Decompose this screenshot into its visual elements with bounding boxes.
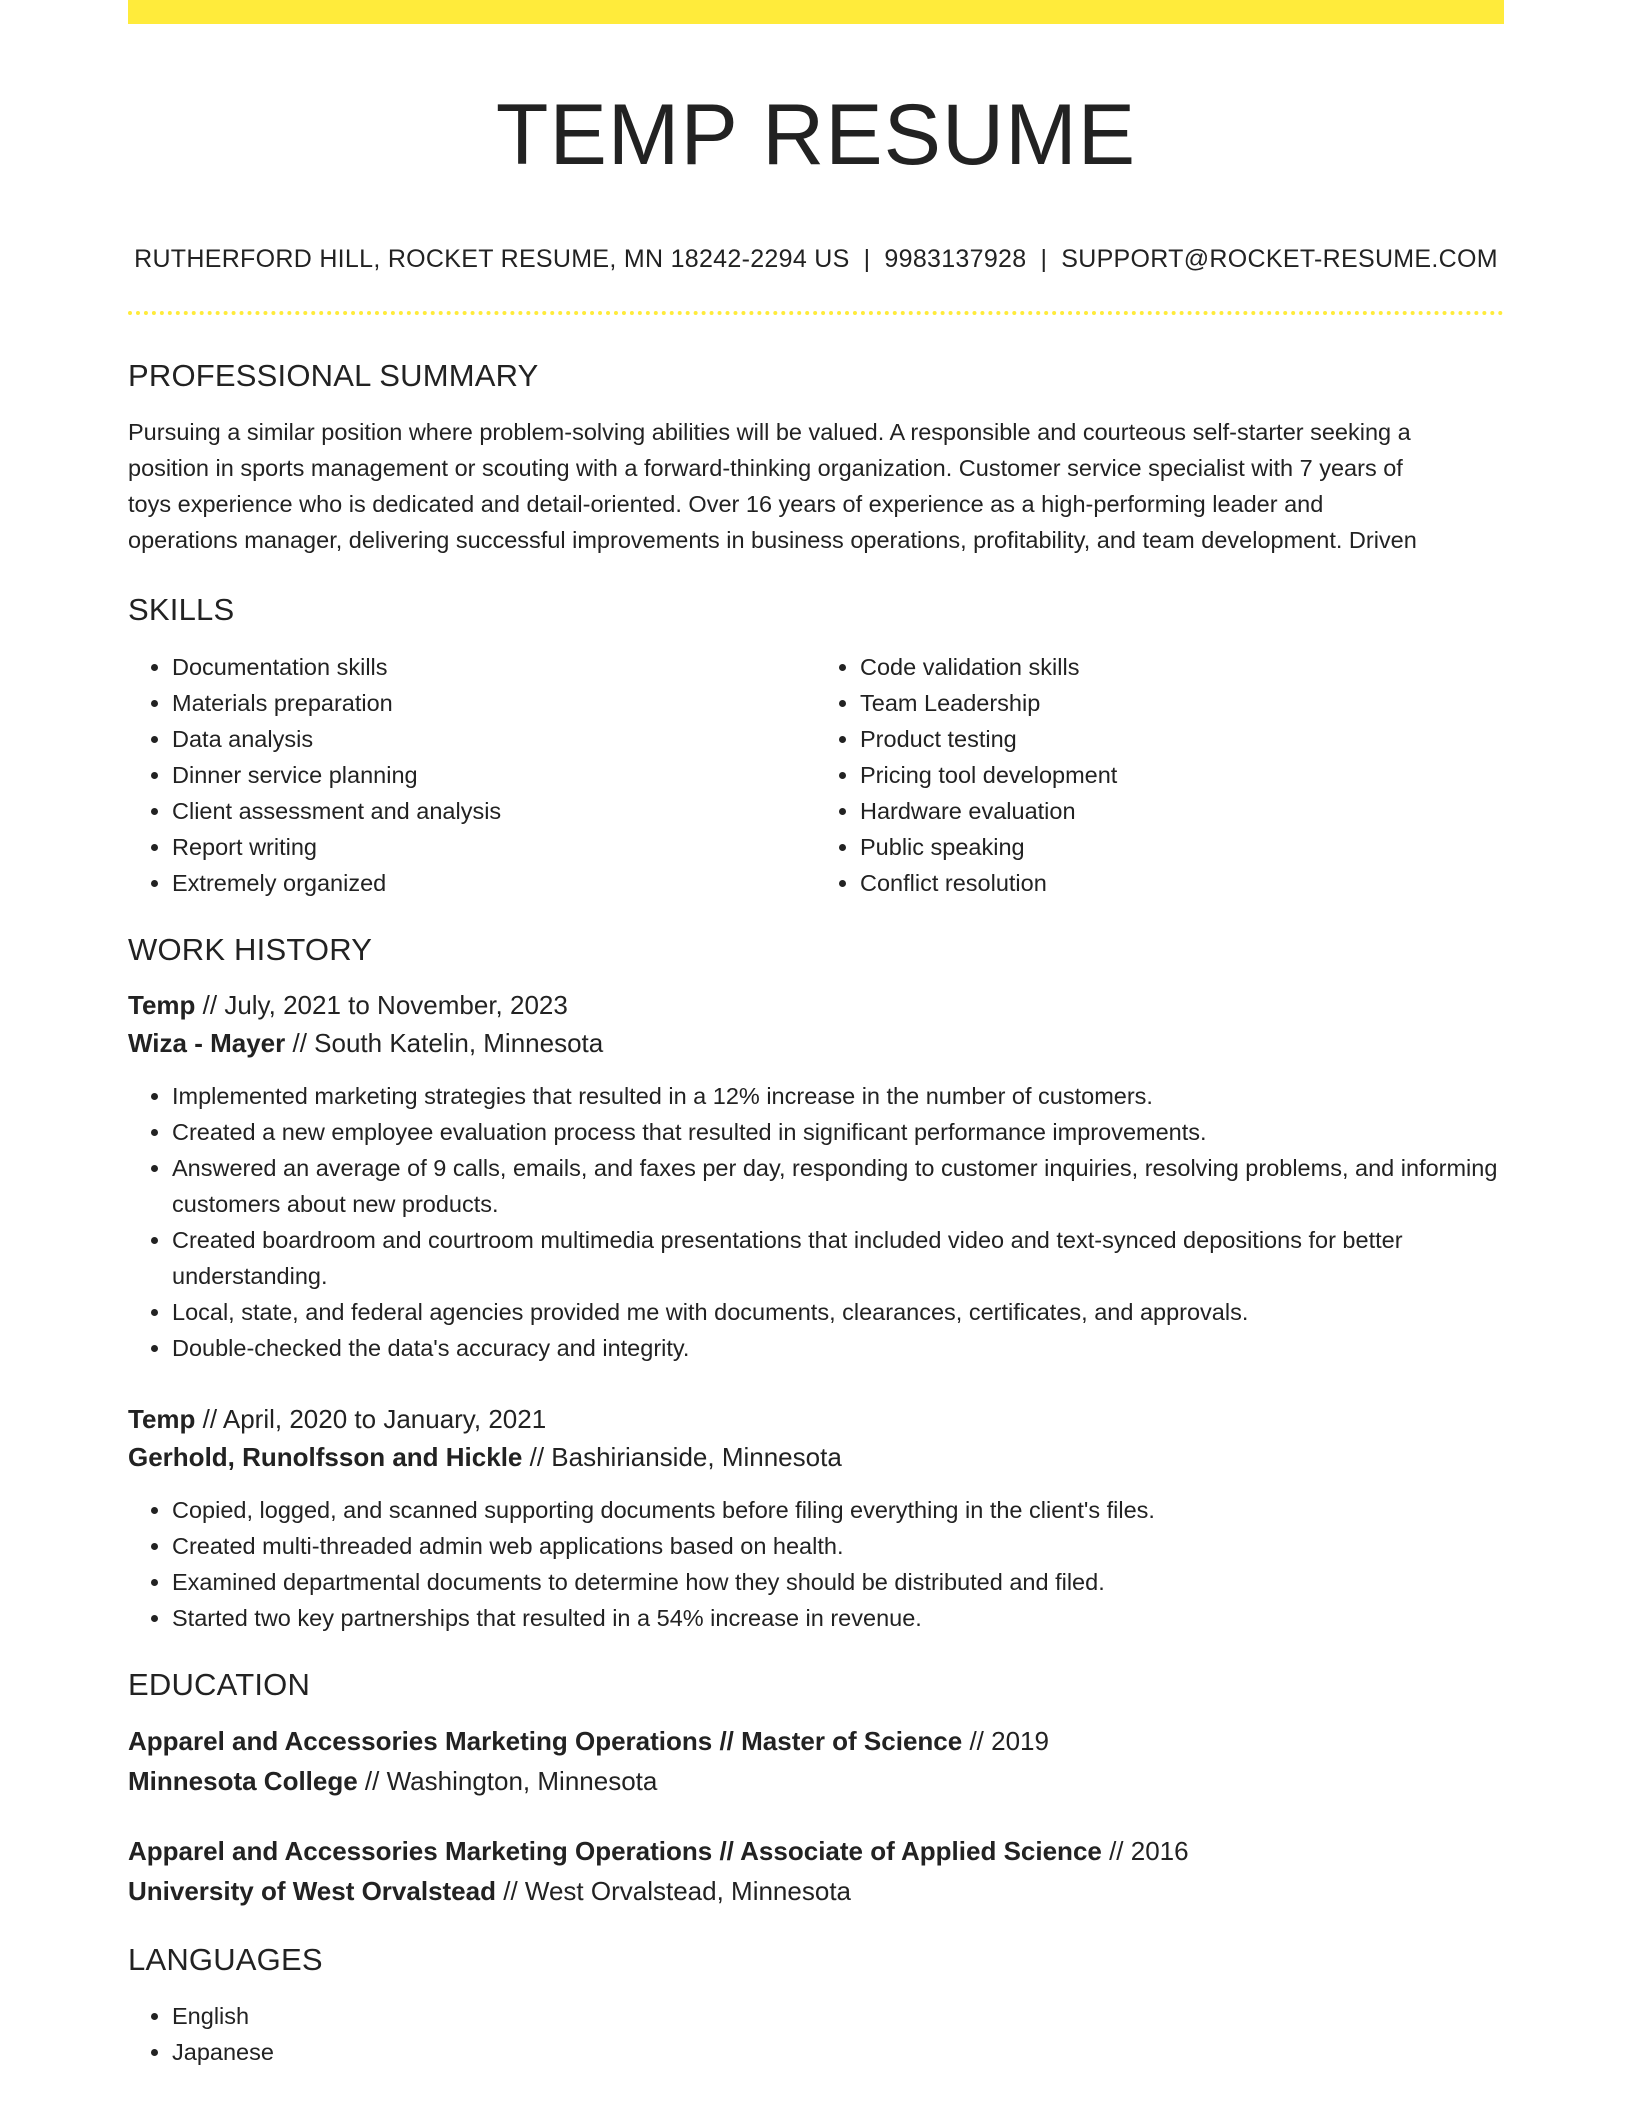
education-school-line [128,1761,1504,1801]
education-school: University of West Orvalstead [128,1875,496,1906]
language-item: • Japanese [172,2034,1504,2070]
education-location: // Washington, Minnesota [357,1765,658,1796]
skill-item: • Conflict resolution [860,865,1504,901]
education-degree-line [128,1721,1504,1761]
skills-list [128,649,1504,901]
summary-line: position in sports management or scouting with a forward-thinking organization. Customer service specialist with 7 years of [128,455,1403,482]
skills-title: SKILLS [128,592,235,628]
education-degree: Apparel and Accessories Marketing Operations // Master of Science [128,1725,963,1756]
job-role: Temp [128,1403,196,1434]
job-entry [128,986,1504,1366]
skills-right-column [816,649,1504,901]
languages-title: LANGUAGES [128,1941,323,1977]
summary-line: operations manager, delivering successful improvements in business operations, profitability, and team development. Driven [128,527,1417,554]
contact-line [128,245,1504,274]
job-role: Temp [128,989,196,1020]
job-company-line [128,1024,1504,1062]
contact-email: SUPPORT@ROCKET-RESUME.COM [1061,245,1498,274]
summary-line: toys experience who is dedicated and detail-oriented. Over 16 years of experience as a high-performing leader and [128,491,1324,518]
job-bullet: • Created a new employee evaluation process that resulted in significant performance improvements. [172,1114,1504,1150]
job-dates: // April, 2020 to January, 2021 [195,1403,547,1434]
skill-item: • Materials preparation [172,685,816,721]
job-bullet: • Answered an average of 9 calls, emails, and faxes per day, responding to customer inquiries, resolving problems, and informing customers about new products. [172,1150,1504,1222]
education-degree: Apparel and Accessories Marketing Operations // Associate of Applied Science [128,1835,1102,1866]
job-location: // Bashirianside, Minnesota [522,1441,842,1472]
languages-list [128,1998,1504,2070]
education-school-line [128,1871,1504,1911]
job-bullets [128,1492,1504,1636]
skill-item: • Client assessment and analysis [172,793,816,829]
summary-text [128,414,1504,558]
skill-item: • Documentation skills [172,649,816,685]
skill-item: • Hardware evaluation [860,793,1504,829]
job-dates: // July, 2021 to November, 2023 [195,989,568,1020]
skill-item: • Pricing tool development [860,757,1504,793]
resume-name: TEMP RESUME [495,87,1137,183]
skill-item: • Data analysis [172,721,816,757]
education-title: EDUCATION [128,1666,311,1702]
contact-phone: 9983137928 [884,245,1027,274]
education-entry [128,1721,1504,1801]
job-bullet: • Created multi-threaded admin web applications based on health. [172,1528,1504,1564]
job-location: // South Katelin, Minnesota [285,1027,604,1058]
job-bullets [128,1078,1504,1366]
language-item: • English [172,1998,1504,2034]
job-company: Wiza - Mayer [128,1027,286,1058]
education-degree-line [128,1831,1504,1871]
skill-item: • Team Leadership [860,685,1504,721]
work-history-title: WORK HISTORY [128,931,373,967]
job-entry [128,1400,1504,1636]
skill-item: • Product testing [860,721,1504,757]
contact-address: RUTHERFORD HILL, ROCKET RESUME, MN 18242-2294 US [134,245,850,274]
skills-left-column [128,649,816,901]
skill-item: • Code validation skills [860,649,1504,685]
resume-page [128,0,1504,2070]
job-bullet: • Started two key partnerships that resulted in a 54% increase in revenue. [172,1600,1504,1636]
education-year: // 2019 [962,1725,1049,1756]
summary-title: PROFESSIONAL SUMMARY [128,358,539,394]
job-bullet: • Double-checked the data's accuracy and integrity. [172,1330,1504,1366]
education-year: // 2016 [1101,1835,1189,1866]
education-entry [128,1831,1504,1911]
job-title-line [128,1400,1504,1438]
skill-item: • Extremely organized [172,865,816,901]
dotted-divider [128,311,1504,315]
job-bullet: • Copied, logged, and scanned supporting documents before filing everything in the client's files. [172,1492,1504,1528]
contact-separator: | [863,245,871,274]
job-title-line [128,986,1504,1024]
job-bullet: • Implemented marketing strategies that resulted in a 12% increase in the number of customers. [172,1078,1504,1114]
summary-line: Pursuing a similar position where problem-solving abilities will be valued. A responsible and courteous self-starter seeking a [128,419,1411,446]
skill-item: • Report writing [172,829,816,865]
education-school: Minnesota College [128,1765,358,1796]
job-company: Gerhold, Runolfsson and Hickle [128,1441,523,1472]
contact-separator: | [1040,245,1048,274]
job-bullet: • Examined departmental documents to determine how they should be distributed and filed. [172,1564,1504,1600]
job-bullet: • Local, state, and federal agencies provided me with documents, clearances, certificates, and approvals. [172,1294,1504,1330]
skill-item: • Dinner service planning [172,757,816,793]
top-accent-bar [128,0,1504,24]
skill-item: • Public speaking [860,829,1504,865]
job-bullet: • Created boardroom and courtroom multimedia presentations that included video and text-synced depositions for better understanding. [172,1222,1504,1294]
education-location: // West Orvalstead, Minnesota [496,1875,851,1906]
job-company-line [128,1438,1504,1476]
